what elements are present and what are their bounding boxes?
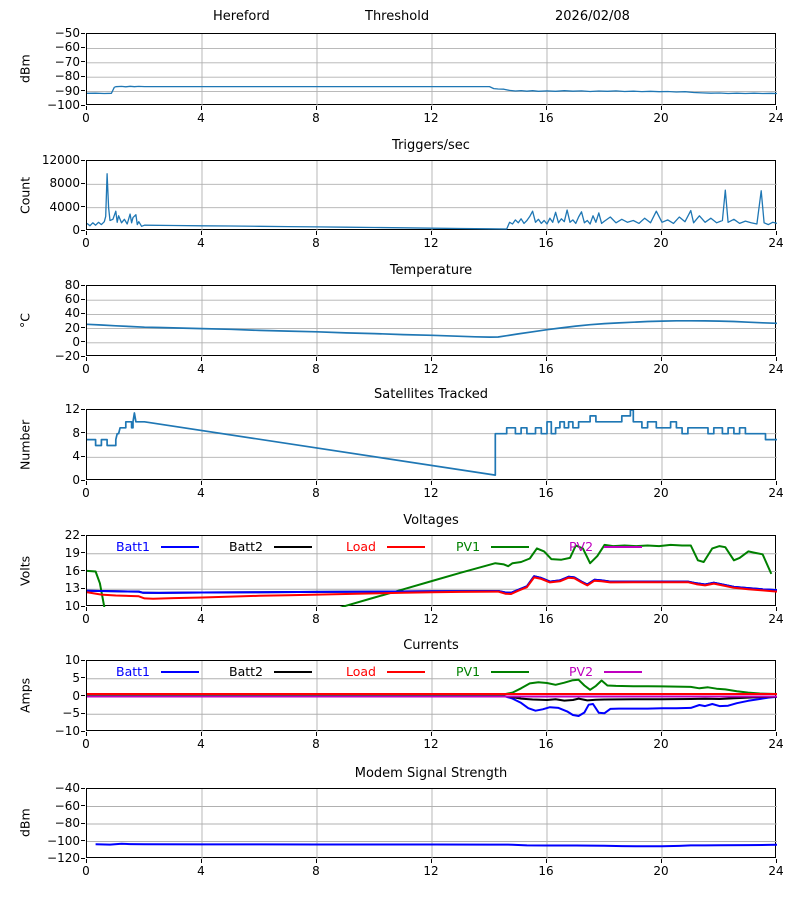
y-tick-mark: [81, 33, 85, 34]
x-tick-label: 16: [538, 486, 554, 500]
y-axis-label-number: Number: [17, 419, 33, 470]
x-tick-label: 4: [197, 737, 205, 751]
legend-item-batt1: [116, 664, 199, 680]
x-tick-label: 4: [197, 864, 205, 878]
x-tick-label: 0: [82, 486, 90, 500]
x-tick-mark: [661, 859, 662, 863]
y-tick-label: −100: [47, 98, 80, 112]
y-tick-mark: [81, 456, 85, 457]
y-tick-mark: [81, 588, 85, 589]
y-tick-label: 12000: [41, 153, 80, 167]
x-tick-label: 8: [312, 111, 320, 125]
x-tick-mark: [316, 607, 317, 611]
x-tick-mark: [316, 732, 317, 736]
legend-line-swatch: [604, 546, 642, 548]
series-PV1: [87, 545, 771, 607]
x-tick-mark: [661, 481, 662, 485]
y-tick-label: 10: [64, 653, 80, 667]
x-tick-mark: [431, 231, 432, 235]
y-axis-label-amps: Amps: [17, 677, 33, 714]
legend-item-batt2: [229, 539, 312, 555]
y-tick-label: −20: [54, 349, 80, 363]
chart-canvas: [87, 536, 777, 607]
y-tick-label: −70: [54, 54, 80, 69]
x-tick-label: 12: [423, 362, 439, 376]
panel-title-triggers: Triggers/sec: [392, 138, 470, 153]
x-tick-mark: [86, 106, 87, 110]
y-tick-mark: [81, 788, 85, 789]
y-tick-label: 8000: [49, 176, 80, 191]
y-tick-mark: [81, 356, 85, 357]
x-tick-mark: [201, 732, 202, 736]
y-tick-mark: [81, 695, 85, 696]
y-tick-mark: [81, 713, 85, 714]
series-PV1: [87, 680, 777, 695]
panel-title-currents: Currents: [403, 638, 459, 653]
series-modem-rssi: [96, 844, 777, 847]
y-tick-label: −60: [54, 798, 80, 813]
y-tick-label: 0: [72, 334, 80, 349]
y-tick-mark: [81, 183, 85, 184]
x-tick-mark: [546, 732, 547, 736]
y-tick-label: 20: [64, 320, 80, 335]
x-tick-label: 16: [538, 864, 554, 878]
x-tick-label: 8: [312, 612, 320, 626]
y-tick-label: −100: [47, 833, 80, 848]
x-tick-label: 12: [423, 612, 439, 626]
x-tick-mark: [316, 231, 317, 235]
x-tick-mark: [546, 607, 547, 611]
x-tick-mark: [201, 106, 202, 110]
x-tick-mark: [201, 231, 202, 235]
x-tick-mark: [201, 481, 202, 485]
y-tick-mark: [81, 480, 85, 481]
y-tick-mark: [81, 61, 85, 62]
x-tick-mark: [661, 357, 662, 361]
y-axis-label-dbm: dBm: [17, 54, 33, 84]
y-tick-label: 10: [64, 599, 80, 613]
x-tick-label: 12: [423, 236, 439, 250]
series-Load: [87, 577, 777, 598]
legend-item-batt1: [116, 539, 199, 555]
x-tick-label: 16: [538, 612, 554, 626]
plot-threshold[interactable]: [86, 33, 776, 105]
x-tick-label: 12: [423, 111, 439, 125]
x-tick-label: 0: [82, 737, 90, 751]
y-tick-label: 22: [64, 528, 80, 542]
x-tick-mark: [201, 607, 202, 611]
x-tick-mark: [661, 231, 662, 235]
chart-canvas: [87, 286, 777, 357]
series-threshold: [87, 86, 777, 93]
x-tick-label: 0: [82, 864, 90, 878]
x-tick-label: 20: [653, 486, 669, 500]
legend-line-swatch: [387, 546, 425, 548]
x-tick-label: 20: [653, 236, 669, 250]
y-tick-label: −50: [54, 26, 80, 40]
x-tick-label: 4: [197, 612, 205, 626]
chart-canvas: [87, 161, 777, 231]
x-tick-label: 20: [653, 864, 669, 878]
x-tick-mark: [661, 106, 662, 110]
x-tick-mark: [86, 607, 87, 611]
legend-label: PV2: [569, 539, 594, 554]
y-tick-mark: [81, 570, 85, 571]
x-tick-mark: [661, 732, 662, 736]
legend-label: PV1: [456, 539, 481, 554]
x-tick-label: 8: [312, 737, 320, 751]
x-tick-label: 12: [423, 737, 439, 751]
series-Batt2: [87, 576, 777, 593]
y-tick-label: 40: [64, 306, 80, 321]
panel-title-modem: Modem Signal Strength: [354, 766, 508, 781]
x-tick-label: 20: [653, 612, 669, 626]
x-tick-mark: [546, 106, 547, 110]
y-tick-label: 8: [72, 425, 80, 440]
y-tick-mark: [81, 823, 85, 824]
y-tick-mark: [81, 299, 85, 300]
legend-label: Batt1: [116, 539, 150, 554]
x-tick-mark: [316, 481, 317, 485]
y-tick-label: −60: [54, 40, 80, 55]
y-tick-label: 0: [72, 688, 80, 703]
y-tick-label: 4000: [49, 199, 80, 214]
y-axis-label-modem-dbm: dBm: [17, 808, 33, 838]
x-tick-label: 24: [768, 111, 784, 125]
legend-label: Load: [346, 539, 376, 554]
x-tick-mark: [86, 231, 87, 235]
panel-title-temperature: Temperature: [389, 263, 473, 278]
legend-line-swatch: [161, 546, 199, 548]
x-tick-label: 24: [768, 362, 784, 376]
y-tick-label: 5: [72, 670, 80, 685]
y-tick-mark: [81, 206, 85, 207]
legend-line-swatch: [274, 671, 312, 673]
x-tick-label: 8: [312, 864, 320, 878]
x-tick-label: 12: [423, 864, 439, 878]
y-tick-label: 4: [72, 449, 80, 464]
y-tick-label: 13: [64, 581, 80, 596]
y-tick-label: 16: [64, 563, 80, 578]
x-tick-label: 4: [197, 362, 205, 376]
x-tick-label: 0: [82, 111, 90, 125]
y-tick-label: 12: [64, 402, 80, 416]
legend-item-pv1: [456, 664, 529, 680]
header-metric: Threshold: [365, 9, 430, 24]
x-tick-mark: [431, 607, 432, 611]
legend-label: Batt1: [116, 664, 150, 679]
y-tick-mark: [81, 76, 85, 77]
y-tick-label: 60: [64, 292, 80, 307]
x-tick-mark: [86, 859, 87, 863]
legend-line-swatch: [491, 671, 529, 673]
chart-canvas: [87, 410, 777, 481]
y-axis-label-degc: °C: [17, 313, 33, 328]
x-tick-label: 4: [197, 111, 205, 125]
x-tick-mark: [546, 357, 547, 361]
y-tick-mark: [81, 606, 85, 607]
x-tick-label: 24: [768, 864, 784, 878]
legend-item-load: [346, 664, 425, 680]
chart-canvas: [87, 661, 777, 732]
x-tick-mark: [86, 732, 87, 736]
legend-item-pv1: [456, 539, 529, 555]
x-tick-label: 20: [653, 737, 669, 751]
series-Batt1: [87, 696, 777, 716]
series-temperature: [87, 321, 777, 337]
x-tick-mark: [546, 231, 547, 235]
y-tick-mark: [81, 805, 85, 806]
legend-line-swatch: [274, 546, 312, 548]
y-tick-mark: [81, 105, 85, 106]
legend-label: Batt2: [229, 664, 263, 679]
y-tick-label: −120: [47, 851, 80, 865]
x-tick-mark: [546, 481, 547, 485]
series-Batt1: [87, 576, 777, 593]
legend-line-swatch: [604, 671, 642, 673]
x-tick-mark: [776, 607, 777, 611]
x-tick-label: 24: [768, 486, 784, 500]
x-tick-label: 4: [197, 486, 205, 500]
plot-voltages[interactable]: [86, 535, 776, 606]
y-tick-mark: [81, 677, 85, 678]
plot-satellites[interactable]: [86, 409, 776, 480]
y-tick-mark: [81, 90, 85, 91]
series-triggers: [87, 174, 777, 229]
x-tick-mark: [776, 859, 777, 863]
y-tick-mark: [81, 160, 85, 161]
y-tick-label: −40: [54, 781, 80, 795]
y-tick-mark: [81, 341, 85, 342]
legend-item-pv2: [569, 539, 642, 555]
y-tick-mark: [81, 409, 85, 410]
legend-label: PV2: [569, 664, 594, 679]
header-date: 2026/02/08: [555, 9, 630, 24]
series-satellites: [87, 410, 777, 475]
x-tick-label: 12: [423, 486, 439, 500]
y-tick-label: −5: [62, 706, 80, 721]
y-tick-mark: [81, 731, 85, 732]
x-tick-mark: [431, 357, 432, 361]
y-tick-label: −10: [54, 724, 80, 738]
legend-line-swatch: [491, 546, 529, 548]
x-tick-label: 20: [653, 362, 669, 376]
y-tick-mark: [81, 432, 85, 433]
y-tick-label: −80: [54, 816, 80, 830]
x-tick-label: 0: [82, 362, 90, 376]
y-tick-mark: [81, 535, 85, 536]
plot-currents[interactable]: [86, 660, 776, 731]
x-tick-label: 16: [538, 236, 554, 250]
series-Batt2: [87, 696, 777, 701]
y-tick-mark: [81, 285, 85, 286]
y-tick-label: −80: [54, 69, 80, 84]
y-tick-mark: [81, 858, 85, 859]
legend-line-swatch: [161, 671, 199, 673]
x-tick-mark: [776, 231, 777, 235]
legend-label: Load: [346, 664, 376, 679]
x-tick-mark: [661, 607, 662, 611]
plot-modem[interactable]: [86, 788, 776, 858]
legend-label: PV1: [456, 664, 481, 679]
y-tick-label: 19: [64, 545, 80, 560]
panel-title-voltages: Voltages: [403, 513, 459, 528]
plot-temperature[interactable]: [86, 285, 776, 356]
x-tick-mark: [776, 106, 777, 110]
x-tick-mark: [316, 106, 317, 110]
y-tick-label: 80: [64, 278, 80, 292]
y-tick-mark: [81, 840, 85, 841]
x-tick-mark: [431, 732, 432, 736]
x-tick-label: 8: [312, 362, 320, 376]
x-tick-mark: [431, 859, 432, 863]
x-tick-mark: [546, 859, 547, 863]
legend-line-swatch: [387, 671, 425, 673]
y-tick-mark: [81, 47, 85, 48]
y-tick-label: 0: [72, 473, 80, 487]
chart-canvas: [87, 34, 777, 106]
y-tick-label: 0: [72, 223, 80, 237]
x-tick-label: 24: [768, 737, 784, 751]
x-tick-label: 16: [538, 111, 554, 125]
panel-title-satellites: Satellites Tracked: [374, 387, 488, 402]
legend-item-batt2: [229, 664, 312, 680]
legend-item-load: [346, 539, 425, 555]
x-tick-label: 16: [538, 737, 554, 751]
header-site: Hereford: [213, 9, 270, 24]
plot-triggers[interactable]: [86, 160, 776, 230]
x-tick-mark: [201, 357, 202, 361]
y-tick-mark: [81, 230, 85, 231]
x-tick-label: 8: [312, 236, 320, 250]
x-tick-label: 0: [82, 236, 90, 250]
x-tick-mark: [316, 859, 317, 863]
x-tick-label: 8: [312, 486, 320, 500]
y-axis-label-volts: Volts: [17, 555, 33, 586]
x-tick-mark: [316, 357, 317, 361]
x-tick-mark: [431, 481, 432, 485]
y-axis-label-count: Count: [17, 176, 33, 214]
chart-canvas: [87, 789, 777, 859]
x-tick-label: 20: [653, 111, 669, 125]
x-tick-mark: [86, 481, 87, 485]
y-tick-mark: [81, 327, 85, 328]
y-tick-mark: [81, 660, 85, 661]
x-tick-label: 4: [197, 236, 205, 250]
x-tick-label: 24: [768, 612, 784, 626]
x-tick-label: 16: [538, 362, 554, 376]
x-tick-label: 24: [768, 236, 784, 250]
y-tick-mark: [81, 313, 85, 314]
x-tick-mark: [86, 357, 87, 361]
x-tick-mark: [431, 106, 432, 110]
y-tick-label: −90: [54, 83, 80, 98]
x-tick-mark: [776, 732, 777, 736]
x-tick-label: 0: [82, 612, 90, 626]
x-tick-mark: [776, 481, 777, 485]
x-tick-mark: [201, 859, 202, 863]
y-tick-mark: [81, 552, 85, 553]
legend-label: Batt2: [229, 539, 263, 554]
x-tick-mark: [776, 357, 777, 361]
legend-item-pv2: [569, 664, 642, 680]
